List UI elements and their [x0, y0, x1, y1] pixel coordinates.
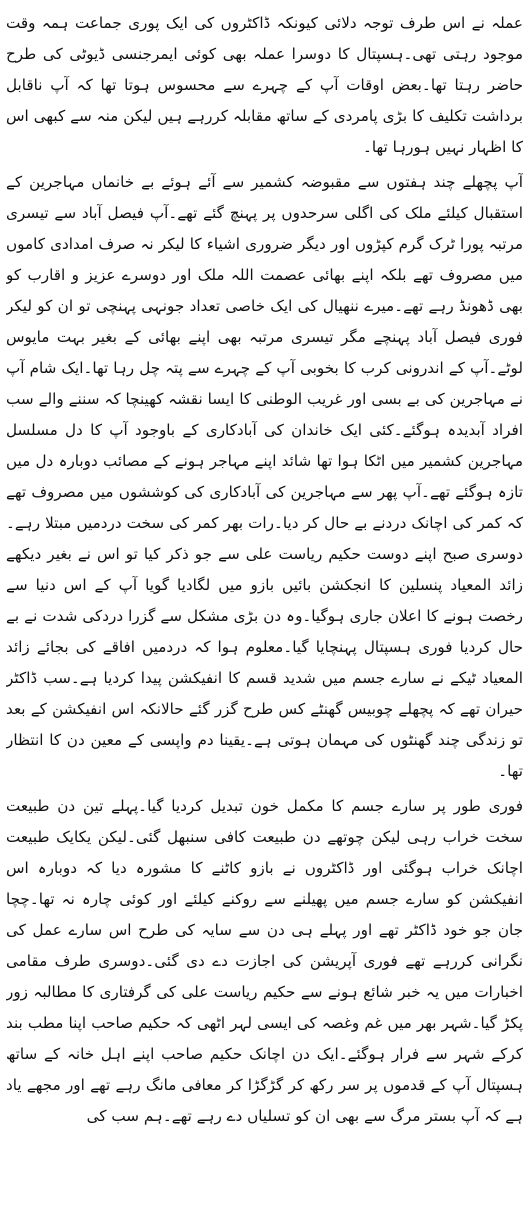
- paragraph-3: فوری طور پر سارے جسم کا مکمل خون تبدیل کردیا گیا۔پہلے تین دن طبیعت سخت خراب رہی لیکن چوتھے دن طبیعت کافی سنبھل گئی۔لیکن یکایک طبیعت اچانک خراب ہوگئی اور ڈاکٹروں نے بازو کاٹنے کا مشورہ دیا کہ دوبارہ اس انفیکشن کو سارے جسم میں پھیلنے سے روکنے کیلئے اور کوئی چارہ نہ تھا۔چچا جان جو خود ڈاکٹر تھے اور پہلے ہی دن سے سایہ کی طرح اس سارے عمل کی نگرانی کررہے تھے فوری آپریشن کی اجازت دے دی گئی۔دوسری طرف مقامی اخبارات میں یہ خبر شائع ہونے سے حکیم ریاست علی کی گرفتاری کا مطالبہ زور پکڑ گیا۔شہر بھر میں غم وغصہ کی ایسی لہر اٹھی کہ حکیم صاحب اپنا مطب بند کرکے شہر سے فرار ہوگئے۔ایک دن اچانک حکیم صاحب اپنے اہل خانہ کے ساتھ ہسپتال آپ کے قدموں پر سر رکھ کر گڑگڑا کر معافی مانگ رہے تھے اور مجھے یاد ہے کہ آپ بستر مرگ سے بھی ان کو تسلیاں دے رہے تھے۔ہم سب کی: [6, 797, 523, 1125]
- document-page: [6, 8, 523, 1204]
- paragraph-1: عملہ نے اس طرف توجہ دلائی کیونکہ ڈاکٹروں کی ایک پوری جماعت ہمہ وقت موجود رہتی تھی۔ہسپتال کا دوسرا عملہ بھی کوئی ایمرجنسی ڈیوٹی کی طرح حاضر رہتا تھا۔بعض اوقات آپ کے چہرے سے محسوس ہوتا تھا کہ آپ ناقابل برداشت تکلیف کا بڑی پامردی کے ساتھ مقابلہ کررہے ہیں لیکن منہ سے کبھی اس کا اظہار نہیں ہورہا تھا۔: [6, 14, 523, 156]
- paragraph-2: آپ پچھلے چند ہفتوں سے مقبوضہ کشمیر سے آئے ہوئے بے خانماں مہاجرین کے استقبال کیلئے ملک کی اگلی سرحدوں پر پہنچ گئے تھے۔آپ فیصل آباد سے تیسری مرتبہ پورا ٹرک گرم کپڑوں اور دیگر ضروری اشیاء کا لیکر نہ صرف امدادی کاموں میں مصروف تھے بلکہ اپنے بھائی عصمت اللہ ملک اور دوسرے عزیز و اقارب کو بھی ڈھونڈ رہے تھے۔میرے ننھیال کی ایک خاصی تعداد جونہی پہنچی تو ان کو لیکر فوری فیصل آباد پہنچے مگر تیسری مرتبہ بھی اپنے بھائی کے بغیر بہت مایوس لوٹے۔آپ کے اندرونی کرب کا بخوبی آپ کے چہرے سے پتہ چل رہا تھا۔ایک شام آپ نے مہاجرین کی بے بسی اور غریب الوطنی کا ایسا نقشہ کھینچا کہ سننے والے سب افراد آبدیدہ ہوگئے۔کئی ایک خاندان کی آبادکاری کے باوجود آپ کا دل مسلسل مہاجرین کشمیر میں اٹکا ہوا تھا شائد اپنے مہاجر ہونے کے مصائب دوبارہ دل میں تازہ ہوگئے تھے۔آپ پھر سے مہاجرین کی آبادکاری کی کوششوں میں مصروف تھے کہ کمر کی اچانک دردنے بے حال کر دیا۔رات بھر کمر کی سخت دردمیں مبتلا رہے۔دوسری صبح اپنے دوست حکیم ریاست علی سے جو ذکر کیا تو اس نے بغیر دیکھے زائد المعیاد پنسلین کا انجکشن بائیں بازو میں لگادیا گویا آپ کے اس دنیا سے رخصت ہونے کا اعلان جاری ہوگیا۔وہ دن بڑی مشکل سے گزرا دردکی شدت نے بے حال کردیا فوری ہسپتال پہنچایا گیا۔معلوم ہوا کہ دردمیں افاقے کی بجائے زائد المعیاد ٹیکے نے سارے جسم میں شدید قسم کا انفیکشن پیدا کردیا ہے۔سب ڈاکٹر حیران تھے کہ پچھلے چوبیس گھنٹے کس طرح گزر گئے حالانکہ اس انفیکشن کے بعد تو زندگی چند گھنٹوں کی مہمان ہوتی ہے۔یقینا دم واپسی کے معین دن کا انتظار تھا۔: [6, 173, 523, 780]
